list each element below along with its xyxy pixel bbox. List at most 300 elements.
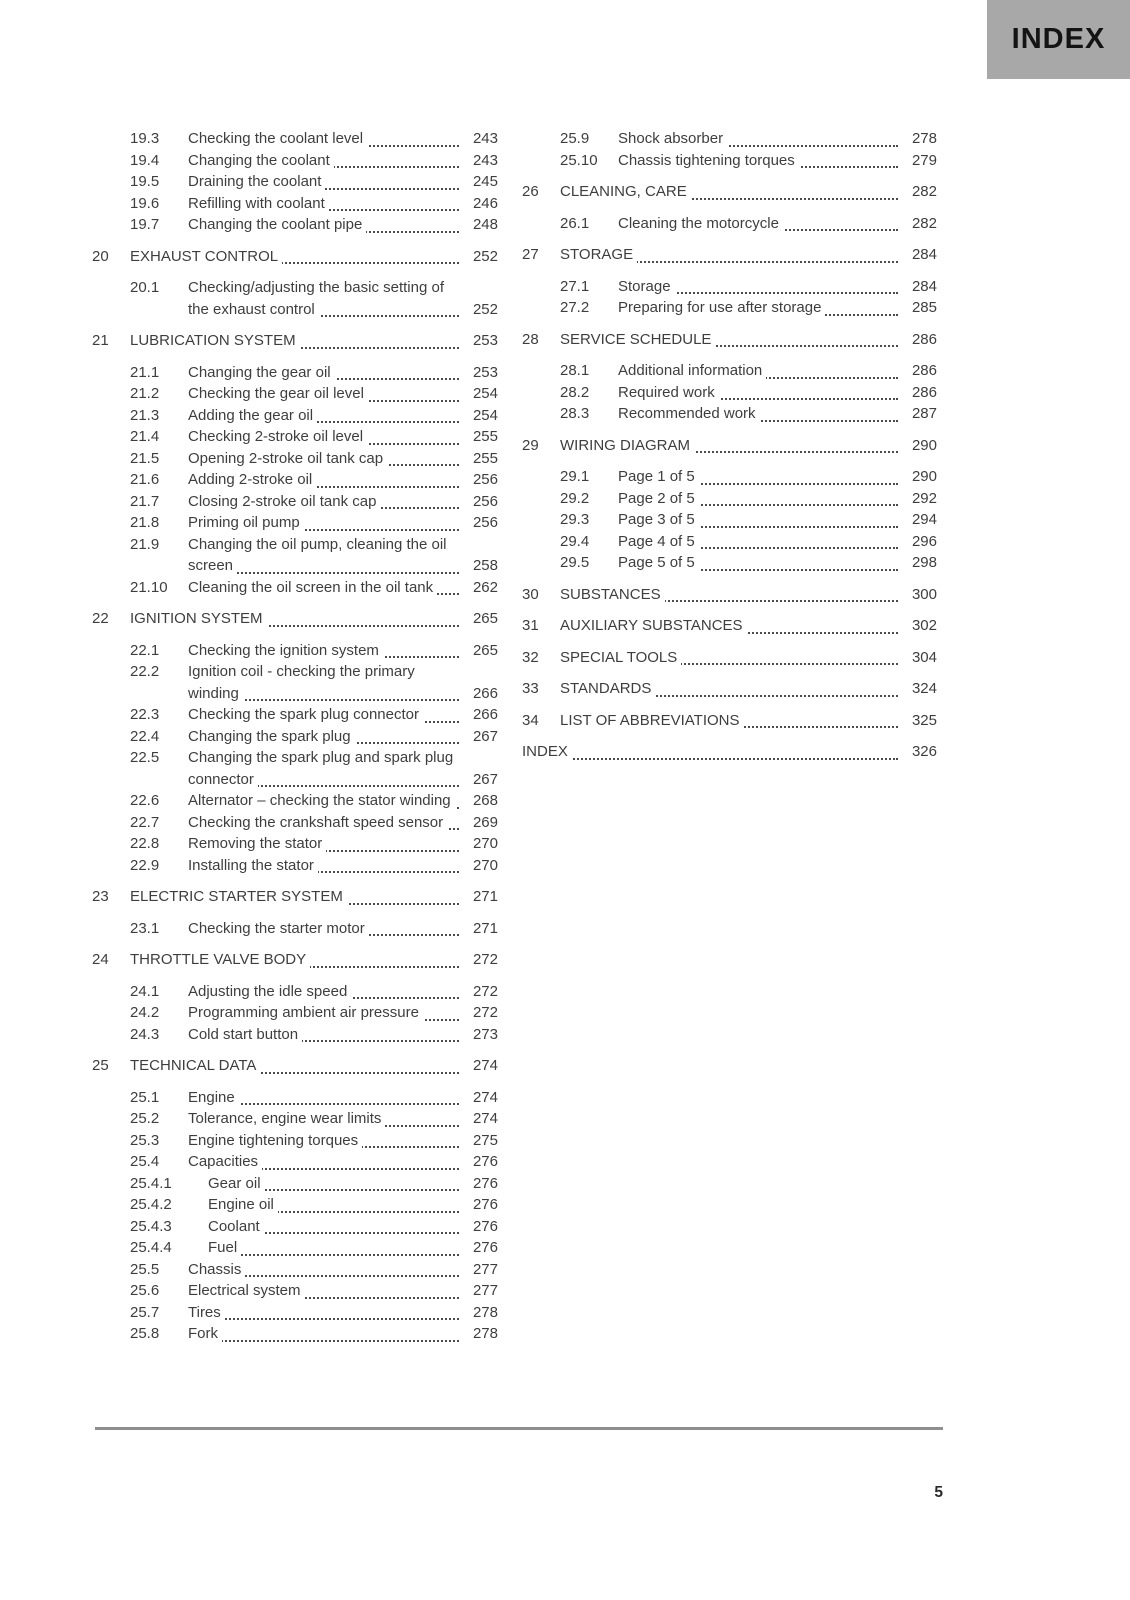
toc-entry-body xyxy=(188,1323,459,1345)
toc-entry-body xyxy=(618,488,898,510)
toc-entry-number: 22.9 xyxy=(130,856,160,874)
toc-entry-title: Checking the coolant level xyxy=(188,130,367,147)
toc-entry-number: 22.6 xyxy=(130,792,160,809)
toc-entry[interactable] xyxy=(92,469,498,491)
toc-entry[interactable] xyxy=(92,1173,498,1195)
toc-entry[interactable] xyxy=(522,552,937,574)
toc-entry-page: 286 xyxy=(911,362,937,379)
toc-entry-body xyxy=(188,383,459,405)
toc-entry-number: 22.1 xyxy=(130,641,160,659)
toc-entry[interactable] xyxy=(92,383,498,405)
toc-entry[interactable] xyxy=(92,128,498,150)
toc-entry[interactable] xyxy=(92,193,498,215)
toc-entry-title: Chassis tightening torques xyxy=(618,152,799,169)
toc-entry-body xyxy=(188,1024,459,1046)
toc-entry[interactable] xyxy=(92,1280,498,1302)
toc-entry-body xyxy=(208,1216,459,1238)
toc-entry-body xyxy=(188,1002,459,1024)
toc-entry[interactable] xyxy=(92,150,498,172)
toc-entry-title: AUXILIARY SUBSTANCES xyxy=(560,617,747,634)
toc-entry[interactable] xyxy=(522,647,937,669)
toc-entry-body xyxy=(130,1055,459,1077)
toc-entry-title: Alternator – checking the stator winding xyxy=(188,792,455,809)
dots-leader xyxy=(188,1340,459,1342)
toc-entry[interactable] xyxy=(92,1024,498,1046)
toc-entry-page: 282 xyxy=(911,214,937,232)
toc-entry-page: 246 xyxy=(472,194,498,212)
toc-entry-title: Engine tightening torques xyxy=(188,1132,362,1149)
toc-entry-title: Page 2 of 5 xyxy=(618,490,699,507)
toc-entry-title: Shock absorber xyxy=(618,130,727,147)
toc-entry-page: 277 xyxy=(472,1260,498,1278)
toc-entry[interactable] xyxy=(92,949,498,971)
toc-entry-title: Fuel xyxy=(208,1239,241,1256)
toc-entry-page: 278 xyxy=(911,130,937,147)
toc-entry-body xyxy=(560,615,898,637)
toc-entry-page: 276 xyxy=(472,1217,498,1235)
page-number: 5 xyxy=(934,1484,943,1501)
toc-entry[interactable] xyxy=(522,584,937,606)
toc-entry-title: Gear oil xyxy=(208,1175,265,1192)
toc-entry-body xyxy=(188,640,459,662)
toc-entry-number: 25.4.4 xyxy=(130,1239,172,1256)
toc-entry-page: 304 xyxy=(911,648,937,666)
index-header-label: INDEX xyxy=(1011,23,1106,55)
toc-entry-body xyxy=(560,329,898,351)
toc-entry-title: Storage xyxy=(618,278,675,295)
toc-entry-page: 276 xyxy=(472,1153,498,1170)
toc-entry-page: 286 xyxy=(911,383,937,401)
toc-entry-page: 252 xyxy=(472,247,498,265)
toc-entry-number: 24.1 xyxy=(130,982,160,1000)
toc-entry-page: 274 xyxy=(472,1088,498,1106)
toc-entry-number: 29 xyxy=(522,436,539,454)
toc-entry[interactable] xyxy=(522,435,937,457)
toc-entry[interactable] xyxy=(92,640,498,662)
toc-entry-body xyxy=(130,608,459,630)
toc-entry-page: 284 xyxy=(911,277,937,295)
toc-entry-number: 21.7 xyxy=(130,492,160,510)
toc-entry-page: 258 xyxy=(472,557,498,574)
toc-entry-title: Ignition coil - checking the primary winding xyxy=(188,663,415,702)
toc-entry-number: 24.2 xyxy=(130,1004,160,1021)
toc-entry-page: 292 xyxy=(911,489,937,507)
toc-entry-number: 25 xyxy=(92,1057,109,1074)
toc-entry-page: 275 xyxy=(472,1131,498,1149)
toc-entry[interactable] xyxy=(92,1087,498,1109)
toc-entry[interactable] xyxy=(92,833,498,855)
toc-entry-page: 284 xyxy=(911,246,937,263)
toc-entry[interactable] xyxy=(522,488,937,510)
toc-entry-title: Checking/adjusting the basic setting of the exhaust control xyxy=(188,279,444,318)
toc-entry[interactable] xyxy=(92,512,498,534)
toc-entry-number: 26.1 xyxy=(560,214,590,232)
toc-entry-title: Additional information xyxy=(618,362,766,379)
toc-entry-number: 21.9 xyxy=(130,535,160,553)
toc-entry-page: 272 xyxy=(472,951,498,968)
toc-entry-body xyxy=(130,246,459,268)
toc-entry-title: Draining the coolant xyxy=(188,173,325,190)
toc-entry-body xyxy=(188,1151,459,1173)
toc-entry-number: 25.2 xyxy=(130,1110,160,1127)
toc-entry-page: 256 xyxy=(472,514,498,531)
toc-entry-number: 19.7 xyxy=(130,216,160,233)
toc-entry-body xyxy=(188,171,459,193)
toc-entry[interactable] xyxy=(92,1259,498,1281)
toc-entry[interactable] xyxy=(92,534,498,577)
toc-entry-title: Priming oil pump xyxy=(188,514,304,531)
toc-entry-number: 25.10 xyxy=(560,151,598,169)
toc-entry-page: 253 xyxy=(472,363,498,381)
toc-entry-body xyxy=(188,981,459,1003)
toc-entry-page: 243 xyxy=(472,151,498,169)
toc-entry-number: 27.1 xyxy=(560,277,590,295)
toc-entry-page: 268 xyxy=(472,792,498,809)
toc-entry-title: SPECIAL TOOLS xyxy=(560,649,681,666)
toc-entry[interactable] xyxy=(92,1055,498,1077)
toc-entry[interactable] xyxy=(92,277,498,320)
dots-leader xyxy=(208,1254,459,1256)
toc-entry[interactable] xyxy=(522,360,937,382)
toc-entry[interactable] xyxy=(522,276,937,298)
toc-entry[interactable] xyxy=(92,448,498,470)
toc-entry[interactable] xyxy=(522,128,937,150)
toc-entry-number: 25.5 xyxy=(130,1260,160,1278)
toc-entry-body xyxy=(188,1259,459,1281)
toc-entry-body xyxy=(188,1280,459,1302)
toc-entry-page: 278 xyxy=(472,1325,498,1342)
toc-entry-body xyxy=(618,150,898,172)
toc-entry-page: 302 xyxy=(911,617,937,634)
toc-entry-number: 27.2 xyxy=(560,299,590,316)
toc-entry-page: 277 xyxy=(472,1282,498,1299)
toc-entry[interactable] xyxy=(522,466,937,488)
toc-entry-number: 31 xyxy=(522,617,539,634)
toc-entry-page: 269 xyxy=(472,813,498,831)
toc-entry-title: Capacities xyxy=(188,1153,262,1170)
toc-entry-page: 296 xyxy=(911,532,937,550)
toc-entry-body xyxy=(188,534,459,577)
toc-entry-title: Electrical system xyxy=(188,1282,305,1299)
toc-entry-title: SUBSTANCES xyxy=(560,586,665,603)
toc-entry-number: 21.5 xyxy=(130,449,160,467)
toc-entry-body xyxy=(618,213,898,235)
toc-entry-page: 270 xyxy=(472,856,498,874)
toc-entry-title: Cleaning the oil screen in the oil tank xyxy=(188,579,437,596)
toc-entry[interactable] xyxy=(92,246,498,268)
toc-entry-page: 298 xyxy=(911,554,937,571)
toc-entry-body xyxy=(522,741,898,763)
toc-entry[interactable] xyxy=(92,171,498,193)
toc-entry[interactable] xyxy=(522,710,937,732)
toc-entry-title: Cold start button xyxy=(188,1026,302,1043)
toc-entry-page: 285 xyxy=(911,299,937,316)
toc-entry-body xyxy=(560,435,898,457)
toc-entry[interactable] xyxy=(522,531,937,553)
toc-entry-title: LUBRICATION SYSTEM xyxy=(130,332,300,349)
toc-entry-body xyxy=(618,128,898,150)
toc-entry-number: 21.8 xyxy=(130,514,160,531)
toc-entry-body xyxy=(188,661,459,704)
toc-entry-body xyxy=(618,297,898,319)
toc-entry-number: 28.3 xyxy=(560,405,590,422)
toc-entry-number: 25.3 xyxy=(130,1131,160,1149)
toc-entry[interactable] xyxy=(92,704,498,726)
toc-entry-title: Checking the starter motor xyxy=(188,920,369,937)
toc-entry[interactable] xyxy=(92,886,498,908)
toc-entry-title: Changing the spark plug xyxy=(188,728,355,745)
toc-entry-body xyxy=(188,833,459,855)
toc-entry-page: 274 xyxy=(472,1110,498,1127)
toc-entry-number: 21.3 xyxy=(130,406,160,424)
toc-entry-title: Required work xyxy=(618,384,719,401)
toc-entry-number: 22.3 xyxy=(130,706,160,723)
toc-entry[interactable] xyxy=(92,726,498,748)
toc-entry-page: 265 xyxy=(472,641,498,659)
toc-entry[interactable] xyxy=(522,329,937,351)
toc-entry[interactable] xyxy=(92,855,498,877)
toc-entry-number: 19.6 xyxy=(130,194,160,212)
toc-entry-title: Adjusting the idle speed xyxy=(188,983,351,1000)
toc-entry[interactable] xyxy=(92,1323,498,1345)
toc-entry-number: 34 xyxy=(522,711,539,729)
toc-entry-page: 272 xyxy=(472,982,498,1000)
toc-entry-title: ELECTRIC STARTER SYSTEM xyxy=(130,888,347,905)
toc-entry-body xyxy=(188,426,459,448)
toc-entry-page: 254 xyxy=(472,406,498,424)
toc-entry[interactable] xyxy=(92,577,498,599)
toc-entry-number: 21.1 xyxy=(130,363,160,381)
toc-entry-page: 270 xyxy=(472,835,498,852)
toc-entry-title: Page 3 of 5 xyxy=(618,511,699,528)
toc-entry[interactable] xyxy=(92,426,498,448)
toc-entry-body xyxy=(188,150,459,172)
toc-entry[interactable] xyxy=(522,403,937,425)
toc-entry-body xyxy=(130,330,459,352)
toc-entry-body xyxy=(208,1237,459,1259)
toc-entry-number: 25.4.2 xyxy=(130,1196,172,1213)
toc-entry-body xyxy=(560,678,898,700)
toc-entry-body xyxy=(188,214,459,236)
toc-entry-page: 286 xyxy=(911,330,937,348)
toc-entry-number: 25.9 xyxy=(560,130,590,147)
toc-entry-title: Engine xyxy=(188,1089,239,1106)
toc-entry-body xyxy=(188,512,459,534)
toc-entry-page: 265 xyxy=(472,610,498,627)
toc-entry-number: 28.1 xyxy=(560,362,590,379)
toc-entry-page: 245 xyxy=(472,173,498,190)
toc-entry[interactable] xyxy=(92,362,498,384)
toc-entry-body xyxy=(208,1194,459,1216)
toc-entry-page: 253 xyxy=(472,332,498,349)
toc-entry-number: 19.5 xyxy=(130,173,160,190)
toc-entry-page: 294 xyxy=(911,511,937,528)
toc-entry-body xyxy=(130,949,459,971)
toc-entry-number: 24.3 xyxy=(130,1025,160,1043)
toc-entry[interactable] xyxy=(522,678,937,700)
toc-entry-number: 24 xyxy=(92,951,109,968)
toc-entry[interactable] xyxy=(92,747,498,790)
toc-entry-number: 19.4 xyxy=(130,151,160,169)
toc-entry-body xyxy=(188,193,459,215)
toc-entry-number: 21.10 xyxy=(130,578,168,596)
toc-entry-body xyxy=(618,531,898,553)
toc-entry-body xyxy=(188,1302,459,1324)
toc-entry-title: SERVICE SCHEDULE xyxy=(560,331,715,348)
toc-entry[interactable] xyxy=(92,1151,498,1173)
toc-entry-title: Checking the ignition system xyxy=(188,642,383,659)
toc-entry-page: 274 xyxy=(472,1057,498,1074)
toc-entry-number: 27 xyxy=(522,246,539,263)
toc-entry[interactable] xyxy=(522,382,937,404)
toc-entry-body xyxy=(188,1108,459,1130)
toc-entry-page: 256 xyxy=(472,471,498,488)
toc-entry-number: 21.6 xyxy=(130,471,160,488)
toc-entry-title: Checking the crankshaft speed sensor xyxy=(188,814,447,831)
toc-entry[interactable] xyxy=(522,297,937,319)
toc-entry-number: 32 xyxy=(522,648,539,666)
toc-entry-page: 290 xyxy=(911,468,937,485)
toc-entry[interactable] xyxy=(92,1302,498,1324)
toc-entry-page: 290 xyxy=(911,436,937,454)
toc-entry-title: CLEANING, CARE xyxy=(560,183,691,200)
toc-entry-body xyxy=(618,360,898,382)
toc-entry-body xyxy=(188,812,459,834)
toc-entry-title: Changing the coolant pipe xyxy=(188,216,366,233)
toc-entry-title: Refilling with coolant xyxy=(188,195,329,212)
toc-entry-body xyxy=(188,918,459,940)
toc-entry-title: Engine oil xyxy=(208,1196,278,1213)
toc-entry[interactable] xyxy=(92,981,498,1003)
toc-entry[interactable] xyxy=(92,491,498,513)
toc-entry-title: Page 4 of 5 xyxy=(618,533,699,550)
toc-entry-title: Checking the spark plug connector xyxy=(188,706,423,723)
toc-entry-body xyxy=(188,704,459,726)
toc-entry[interactable] xyxy=(92,330,498,352)
toc-entry[interactable] xyxy=(522,244,937,266)
toc-column-right xyxy=(522,128,937,773)
toc-entry-title: Chassis xyxy=(188,1261,245,1278)
toc-entry-number: 26 xyxy=(522,183,539,200)
toc-entry[interactable] xyxy=(92,405,498,427)
toc-entry-title: Changing the spark plug and spark plug connector xyxy=(188,749,454,788)
toc-entry-number: 22.7 xyxy=(130,813,160,831)
toc-entry-title: Installing the stator xyxy=(188,857,318,874)
toc-entry-title: WIRING DIAGRAM xyxy=(560,437,694,454)
toc-entry-page: 255 xyxy=(472,449,498,467)
toc-entry-body xyxy=(188,128,459,150)
toc-entry-body xyxy=(208,1173,459,1195)
toc-entry-title: INDEX xyxy=(522,743,572,760)
toc-entry-page: 273 xyxy=(472,1025,498,1043)
dots-leader xyxy=(188,1318,459,1320)
toc-entry-page: 256 xyxy=(472,492,498,510)
toc-entry[interactable] xyxy=(92,790,498,812)
toc-entry-number: 29.4 xyxy=(560,532,590,550)
toc-entry[interactable] xyxy=(92,812,498,834)
toc-entry[interactable] xyxy=(522,741,937,763)
toc-entry[interactable] xyxy=(522,150,937,172)
toc-entry-title: Removing the stator xyxy=(188,835,326,852)
toc-entry-page: 325 xyxy=(911,711,937,729)
dots-leader xyxy=(522,758,898,760)
toc-entry[interactable] xyxy=(522,615,937,637)
toc-entry[interactable] xyxy=(92,214,498,236)
toc-entry[interactable] xyxy=(92,1237,498,1259)
toc-entry-number: 30 xyxy=(522,585,539,603)
toc-entry[interactable] xyxy=(92,1130,498,1152)
toc-entry[interactable] xyxy=(92,1194,498,1216)
toc-entry-page: 279 xyxy=(911,151,937,169)
toc-entry-number: 25.1 xyxy=(130,1088,160,1106)
toc-entry-page: 326 xyxy=(911,743,937,760)
toc-entry-body xyxy=(618,276,898,298)
toc-entry-title: Fork xyxy=(188,1325,222,1342)
toc-entry[interactable] xyxy=(522,509,937,531)
toc-entry[interactable] xyxy=(92,608,498,630)
toc-entry-body xyxy=(618,552,898,574)
toc-entry-title: Page 5 of 5 xyxy=(618,554,699,571)
toc-entry-title: Coolant xyxy=(208,1218,264,1235)
toc-entry-title: LIST OF ABBREVIATIONS xyxy=(560,712,744,729)
toc-entry-page: 262 xyxy=(472,578,498,596)
toc-entry-number: 28.2 xyxy=(560,383,590,401)
toc-entry-body xyxy=(188,362,459,384)
toc-entry-title: EXHAUST CONTROL xyxy=(130,248,282,265)
toc-entry-body xyxy=(188,491,459,513)
toc-entry-body xyxy=(618,403,898,425)
toc-entry-page: 248 xyxy=(472,216,498,233)
toc-entry-body xyxy=(560,710,898,732)
toc-entry-number: 19.3 xyxy=(130,130,160,147)
toc-entry-number: 22 xyxy=(92,610,109,627)
toc-entry-body xyxy=(560,244,898,266)
toc-column-left xyxy=(92,128,498,1345)
toc-entry-page: 243 xyxy=(472,130,498,147)
toc-entry-number: 22.4 xyxy=(130,727,160,745)
toc-entry-body xyxy=(188,855,459,877)
toc-entry[interactable] xyxy=(92,661,498,704)
toc-entry[interactable] xyxy=(92,1108,498,1130)
toc-entry-page: 276 xyxy=(472,1196,498,1213)
toc-entry-body xyxy=(130,886,459,908)
toc-entry[interactable] xyxy=(92,1216,498,1238)
toc-entry-page: 271 xyxy=(472,888,498,905)
toc-entry[interactable] xyxy=(92,918,498,940)
toc-entry[interactable] xyxy=(522,181,937,203)
toc-entry-number: 23.1 xyxy=(130,919,160,937)
toc-entry[interactable] xyxy=(522,213,937,235)
toc-entry-number: 25.4.3 xyxy=(130,1217,172,1235)
toc-entry-title: Checking 2-stroke oil level xyxy=(188,428,367,445)
toc-entry-page: 254 xyxy=(472,385,498,402)
toc-entry-number: 23 xyxy=(92,888,109,905)
toc-entry-title: STANDARDS xyxy=(560,680,655,697)
toc-entry-title: Changing the coolant xyxy=(188,152,334,169)
toc-entry-title: Checking the gear oil level xyxy=(188,385,368,402)
toc-entry-title: TECHNICAL DATA xyxy=(130,1057,260,1074)
toc-entry-body xyxy=(560,584,898,606)
toc-entry-page: 276 xyxy=(472,1174,498,1192)
toc-entry-title: Preparing for use after storage xyxy=(618,299,825,316)
toc-entry-body xyxy=(618,509,898,531)
toc-entry[interactable] xyxy=(92,1002,498,1024)
toc-entry-body xyxy=(188,790,459,812)
toc-entry-title: IGNITION SYSTEM xyxy=(130,610,267,627)
toc-entry-body xyxy=(188,277,459,320)
toc-entry-page: 300 xyxy=(911,585,937,603)
toc-entry-title: Changing the gear oil xyxy=(188,364,335,381)
